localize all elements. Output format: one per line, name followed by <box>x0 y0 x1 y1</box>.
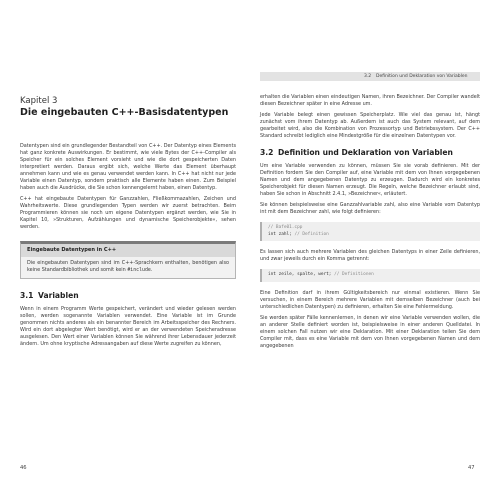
code-text: int zahl; <box>268 231 292 237</box>
section-title: Variablen <box>38 291 79 300</box>
running-head <box>260 72 480 81</box>
right-paragraph-2: Jede Variable belegt einen gewissen Speicherplatz. Wie viel das genau ist, hängt zunächst vom ihrem Datentyp ab. Außerdem ist auch das System relevant, auf dem gearbeitet wird, also die Kombination von Prozessortyp und Betriebssystem. Der C++ Standard schreibt lediglich eine Mindestgröße für die einzelnen Datentypen vor. <box>260 112 480 139</box>
chapter-title: Die eingebauten C++-Basisdatentypen <box>20 107 229 118</box>
section-number: 3.2 <box>260 148 274 157</box>
code-comment: // Definition <box>294 231 329 237</box>
info-box-code: #include <box>127 267 151 273</box>
info-box-title: Eingebaute Datentypen in C++ <box>21 244 235 257</box>
running-head-number: 3.2 <box>364 74 372 79</box>
page-number-right: 47 <box>468 465 475 471</box>
right-paragraph-7: Sie werden später Fälle kennenlernen, in denen wir eine Variable verwenden wollen, die an anderer Stelle definiert worden ist, beispielsweise in einer anderen Quelldatei. In einem solchen Fall nutzen wir eine Deklaration. Mit einer Deklaration teilen Sie dem Compiler mit, dass es eine Variable mit dem von Ihnen vorgegebenen Namen und dem angegebenen <box>260 314 480 349</box>
info-box-text-end: . <box>150 267 153 273</box>
right-page <box>260 94 480 454</box>
right-paragraph-1: erhalten die Variablen einen eindeutigen Namen, ihren Bezeichner. Der Compiler wandelt diesen Bezeichner später in eine Adresse um. <box>260 94 480 107</box>
right-paragraph-4: Sie können beispielsweise eine Ganzzahlvariable zahl, also eine Variable vom Datentyp int mit dem Bezeichner zahl, wie folgt definieren: <box>260 202 480 215</box>
info-box-text-start: Die eingebauten Datentypen sind im C++-Sprachkern enthalten, benötigen also keine Standardbibliothek und somit kein <box>27 260 229 273</box>
code-block-1 <box>260 222 480 241</box>
code-text: int zeile, spalte, wert; <box>268 272 332 277</box>
code-block-2 <box>260 269 480 282</box>
code-line <box>268 232 474 239</box>
intro-paragraph-2: C++ hat eingebaute Datentypen für Ganzzahlen, Fließkommazahlen, Zeichen und Wahrheitswerte. Diese grundlegenden Typen werden wir zuerst betrachten. Beim Programmieren können sie noch um eigene Datentypen ergänzt werden, wie Sie in Kapitel 10, »Strukturen, Aufzählungen und dynamische Speicherobjekte«, sehen werden. <box>20 196 236 230</box>
right-paragraph-3: Um eine Variable verwenden zu können, müssen Sie sie vorab definieren. Mit der Definition fordern Sie den Compiler auf, eine Variable mit dem von Ihnen vorgegebenen Namen und dem angegebenen Datentyp zu erzeugen. Dadurch wird ein konkretes Speicherobjekt für diesen Namen erzeugt. Die Regeln, welche Bezeichner erlaubt sind, haben Sie schon in Abschnitt 2.4.1, »Bezeichner«, erläutert. <box>260 163 480 197</box>
intro-paragraph-1: Datentypen sind ein grundlegender Bestandteil von C++. Der Datentyp eines Elements hat ganz konkrete Auswirkungen. Er bestimmt, wie viele Bytes der C++-Compiler als Speicher für ein solches Element vorsieht und wie die dort gespeicherten Daten interpretiert werden. Daraus ergibt sich, welche Werte das Element überhaupt annehmen kann und wie es genau verwendet werden kann. In C++ hat nicht nur jede Variable einen Datentyp, sondern praktisch alle Elemente haben einen. Zum Beispiel haben auch die Ausdrücke, die Sie schon kennengelernt haben, einen Datentyp. <box>20 143 236 191</box>
info-box <box>20 241 236 279</box>
chapter-number: Kapitel 3 <box>20 96 58 106</box>
section-number: 3.1 <box>20 291 34 300</box>
left-page <box>20 58 236 418</box>
section-paragraph: Wenn in einem Programm Werte gespeichert, verändert und wieder gelesen werden sollen, werden sogenannte Variablen verwendet. Eine Variable ist im Grunde genommen nichts anderes als ein benannter Bereich im Arbeitsspeicher des Rechners. Wird ein dort abgelegter Wert benötigt, wird er an der verwendeten Speicheradresse ausgelesen. Den Wert einer Variablen können Sie während ihrer Lebensdauer jederzeit ändern. Um ohne kryptische Adressangaben auf diese Werte zugreifen zu können, <box>20 306 236 347</box>
code-comment: // Definitionen <box>334 272 374 277</box>
code-line-comment: // Bafe01.cpp <box>268 225 303 230</box>
right-paragraph-6: Eine Definition darf in ihrem Gültigkeitsbereich nur einmal existieren. Wenn Sie versuchen, in einem Bereich mehrere Variablen mit demselben Bezeichner (auch bei unterschiedlichen Datentypen) zu definieren, erhalten Sie eine Fehlermeldung. <box>260 289 480 310</box>
section-heading-definition <box>260 148 480 157</box>
running-head-title: Definition und Deklaration von Variablen <box>376 74 468 79</box>
page-number-left: 46 <box>20 465 27 471</box>
section-title: Definition und Deklaration von Variablen <box>278 148 453 157</box>
section-heading-variablen <box>20 291 236 300</box>
right-paragraph-5: Es lassen sich auch mehrere Variablen des gleichen Datentyps in einer Zeile definieren, und zwar jeweils durch ein Komma getrennt: <box>260 249 480 262</box>
info-box-text <box>21 257 235 278</box>
